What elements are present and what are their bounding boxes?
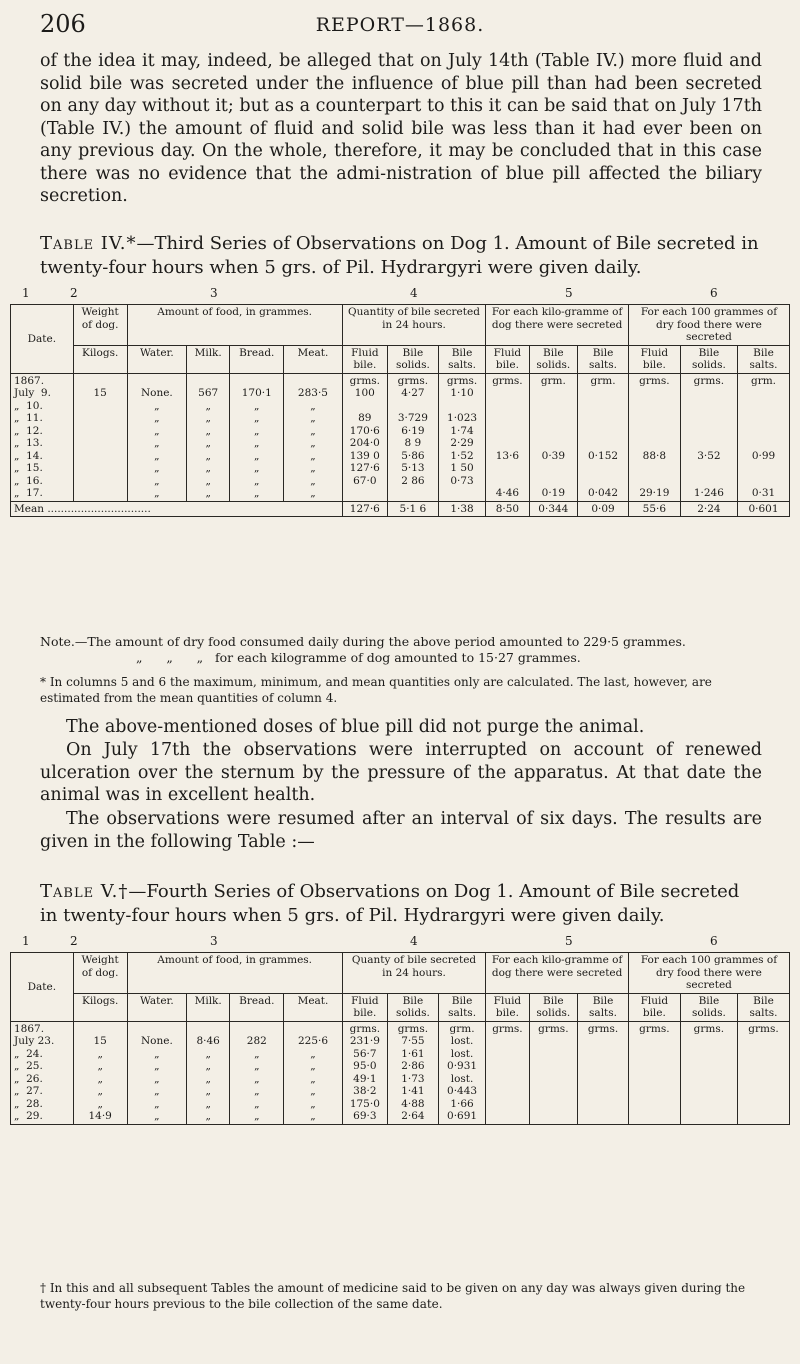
th-fluid-bile: Fluid bile.: [486, 345, 529, 373]
mean-value: 0·09: [578, 501, 629, 517]
th-milk: Milk.: [187, 345, 230, 373]
th-bile-solids: Bile solids.: [680, 345, 737, 373]
cell-water: None. „ „ „ „ „ „: [127, 1021, 186, 1124]
table5-caption-text: —Fourth Series of Observations on Dog 1. Amount of Bile secreted in twenty-four hours when 5 grs. of Pil. Hydrargyri were given daily.: [40, 881, 740, 926]
th-per-kilo: For each kilo-gramme of dog there were secreted: [486, 305, 629, 346]
mean-value: 55·6: [628, 501, 680, 517]
th-kilogs: Kilogs.: [73, 345, 127, 373]
th-bile-solids: Bile solids.: [529, 993, 578, 1021]
th-fluid-bile: Fluid bile.: [486, 993, 529, 1021]
table4-column-numbers: [10, 286, 790, 302]
mean-label: Mean ...............................: [11, 501, 343, 517]
cell-meat: 283·5 „ „ „ „ „ „ „ „: [284, 373, 342, 501]
table5-data-row: [11, 1021, 790, 1124]
th-weight: Weight of dog.: [73, 305, 127, 346]
cell-h-solids: grms. 3·52 1·246: [680, 373, 737, 501]
cell-meat: 225·6 „ „ „ „ „ „: [284, 1021, 342, 1124]
cell-h-salts: grm. 0·99 0·31: [738, 373, 790, 501]
th-weight: Weight of dog.: [73, 953, 127, 994]
cell-h-solids: grms.: [680, 1021, 737, 1124]
mean-value: 0·601: [738, 501, 790, 517]
paragraph: [40, 716, 762, 739]
cell-dates: 1867. July 23. „ 24. „ 25. „ 26. „ 27. „ 28. „ 29.: [11, 1021, 74, 1124]
cell-bread: 170·1 „ „ „ „ „ „ „ „: [230, 373, 284, 501]
cell-dates: 1867. July 9. „ 10. „ 11. „ 12. „ 13. „ 14. „ 15. „ 16. „ 17.: [11, 373, 74, 501]
th-water: Water.: [127, 345, 186, 373]
cell-h-salts: grms.: [738, 1021, 790, 1124]
table5-caption-label: Table V.†: [40, 881, 129, 902]
cell-q-fluid: grms. 100 89 170·6 204·0 139 0 127·6 67·0: [342, 373, 387, 501]
th-bile-salts: Bile salts.: [438, 993, 486, 1021]
th-per-100: For each 100 grammes of dry food there were secreted: [628, 953, 789, 994]
th-quantity: Quantity of bile secreted in 24 hours.: [342, 305, 486, 346]
th-bile-solids: Bile solids.: [529, 345, 578, 373]
colnum: 6: [710, 934, 718, 948]
colnum: 5: [565, 934, 573, 948]
table5-caption: [40, 880, 762, 928]
paragraph: [40, 808, 762, 853]
colnum: 1: [22, 934, 30, 948]
th-per-kilo: For each kilo-gramme of dog there were secreted: [486, 953, 629, 994]
table4-subheader-row: [11, 345, 790, 373]
cell-h-fluid: grms.: [628, 1021, 680, 1124]
mean-value: 5·1 6: [388, 501, 439, 517]
cell-k-salts: grms.: [578, 1021, 629, 1124]
cell-k-solids: grms.: [529, 1021, 578, 1124]
colnum: 3: [210, 286, 218, 300]
th-date: Date.: [11, 305, 74, 374]
cell-q-solids: grms. 7·55 1·61 2·86 1·73 1·41 4·88 2·64: [388, 1021, 439, 1124]
colnum: 5: [565, 286, 573, 300]
cell-q-salts: grm. lost. lost. 0·931 lost. 0·443 1·66 0·691: [438, 1021, 486, 1124]
th-bile-salts: Bile salts.: [578, 993, 629, 1021]
th-bile-salts: Bile salts.: [438, 345, 486, 373]
th-quantity: Quanty of bile secreted in 24 hours.: [342, 953, 486, 994]
mean-value: 127·6: [342, 501, 387, 517]
th-meat: Meat.: [284, 345, 342, 373]
th-fluid-bile: Fluid bile.: [342, 345, 387, 373]
page-number: 206: [40, 10, 86, 38]
colnum: 2: [70, 286, 78, 300]
mean-value: 8·50: [486, 501, 529, 517]
th-bile-salts: Bile salts.: [578, 345, 629, 373]
mean-value: 1·38: [438, 501, 486, 517]
th-fluid-bile: Fluid bile.: [628, 993, 680, 1021]
table4-caption-label: Table IV.*: [40, 233, 137, 254]
cell-weight: 15 „ „ „ „ „ 14·9: [73, 1021, 127, 1124]
cell-k-salts: grm. 0·152 0·042: [578, 373, 629, 501]
table5-header-row: [11, 953, 790, 994]
table4-caption: [40, 232, 762, 280]
paragraph-text: The above-mentioned doses of blue pill did not purge the animal.: [66, 717, 645, 737]
mean-value: 0·344: [529, 501, 578, 517]
th-bread: Bread.: [230, 345, 284, 373]
page-header: [40, 10, 760, 46]
paragraph-text: On July 17th the observations were interrupted on account of renewed ulceration over the sternum by the pressure of the apparatus. At that date the animal was in excellent health.: [40, 740, 762, 805]
table5-footnote: † In this and all subsequent Tables the amount of medicine said to be given on any day was always given during the twenty-four hours previous to the bile collection of the same date.: [40, 1281, 746, 1311]
note-line: Note.—The amount of dry food consumed daily during the above period amounted to 229·5 grammes.: [40, 634, 686, 649]
th-bread: Bread.: [230, 993, 284, 1021]
cell-k-fluid: grms.: [486, 1021, 529, 1124]
cell-h-fluid: grms. 88·8 29·19: [628, 373, 680, 501]
th-kilogs: Kilogs.: [73, 993, 127, 1021]
th-fluid-bile: Fluid bile.: [342, 993, 387, 1021]
cell-q-solids: grms. 4·27 3·729 6·19 8 9 5·86 5·13 2 86: [388, 373, 439, 501]
cell-water: None. „ „ „ „ „ „ „ „: [127, 373, 186, 501]
table4-caption-text: —Third Series of Observations on Dog 1. Amount of Bile secreted in twenty-four hours when 5 grs. of Pil. Hydrargyri were given daily.: [40, 233, 759, 278]
th-date: Date.: [11, 953, 74, 1022]
th-bile-solids: Bile solids.: [680, 993, 737, 1021]
table4-data-row: [11, 373, 790, 501]
mean-value: 2·24: [680, 501, 737, 517]
th-meat: Meat.: [284, 993, 342, 1021]
cell-k-fluid: grms. 13·6 4·46: [486, 373, 529, 501]
th-bile-solids: Bile solids.: [388, 993, 439, 1021]
cell-weight: 15: [73, 373, 127, 501]
colnum: 3: [210, 934, 218, 948]
cell-bread: 282 „ „ „ „ „ „: [230, 1021, 284, 1124]
running-title: REPORT—1868.: [315, 14, 485, 36]
th-fluid-bile: Fluid bile.: [628, 345, 680, 373]
th-per-100: For each 100 grammes of dry food there were secreted: [628, 305, 789, 346]
th-bile-salts: Bile salts.: [738, 345, 790, 373]
table4: [10, 304, 790, 517]
colnum: 4: [410, 934, 418, 948]
th-water: Water.: [127, 993, 186, 1021]
table4-header-row: [11, 305, 790, 346]
cell-milk: 8·46 „ „ „ „ „ „: [187, 1021, 230, 1124]
cell-milk: 567 „ „ „ „ „ „ „ „: [187, 373, 230, 501]
intro-paragraph: of the idea it may, indeed, be alleged that on July 14th (Table IV.) more fluid and solid bile was secreted under the influence of blue pill than had been secreted on any day without it; but as a counterpart to this it can be said that on July 17th (Table IV.) the amount of fluid and solid bile was less than it had ever been on any previous day. On the whole, therefore, it may be concluded that in this case there was no evidence that the admi-nistration of blue pill affected the biliary secretion.: [40, 51, 762, 206]
note-line: „ „ „ for each kilogramme of dog amounted to 15·27 grammes.: [136, 650, 581, 665]
th-bile-solids: Bile solids.: [388, 345, 439, 373]
th-food: Amount of food, in grammes.: [127, 953, 342, 994]
table4-note: [40, 634, 762, 666]
paragraph-text: The observations were resumed after an interval of six days. The results are given in the following Table :—: [40, 809, 762, 852]
colnum: 1: [22, 286, 30, 300]
cell-q-fluid: grms. 231·9 56·7 95·0 49·1 38·2 175·0 69·3: [342, 1021, 387, 1124]
th-food: Amount of food, in grammes.: [127, 305, 342, 346]
th-milk: Milk.: [187, 993, 230, 1021]
paragraph: [40, 739, 762, 807]
cell-q-salts: grms. 1·10 1·023 1·74 2·29 1·52 1 50 0·73: [438, 373, 486, 501]
colnum: 6: [710, 286, 718, 300]
colnum: 2: [70, 934, 78, 948]
th-bile-salts: Bile salts.: [738, 993, 790, 1021]
table5-column-numbers: [10, 934, 790, 950]
colnum: 4: [410, 286, 418, 300]
table4-mean-row: [11, 501, 790, 517]
table4-footnote: * In columns 5 and 6 the maximum, minimum, and mean quantities only are calculated. The last, however, are estimated from the mean quantities of column 4.: [40, 675, 712, 705]
table5: [10, 952, 790, 1125]
cell-k-solids: grm. 0·39 0·19: [529, 373, 578, 501]
table5-subheader-row: [11, 993, 790, 1021]
